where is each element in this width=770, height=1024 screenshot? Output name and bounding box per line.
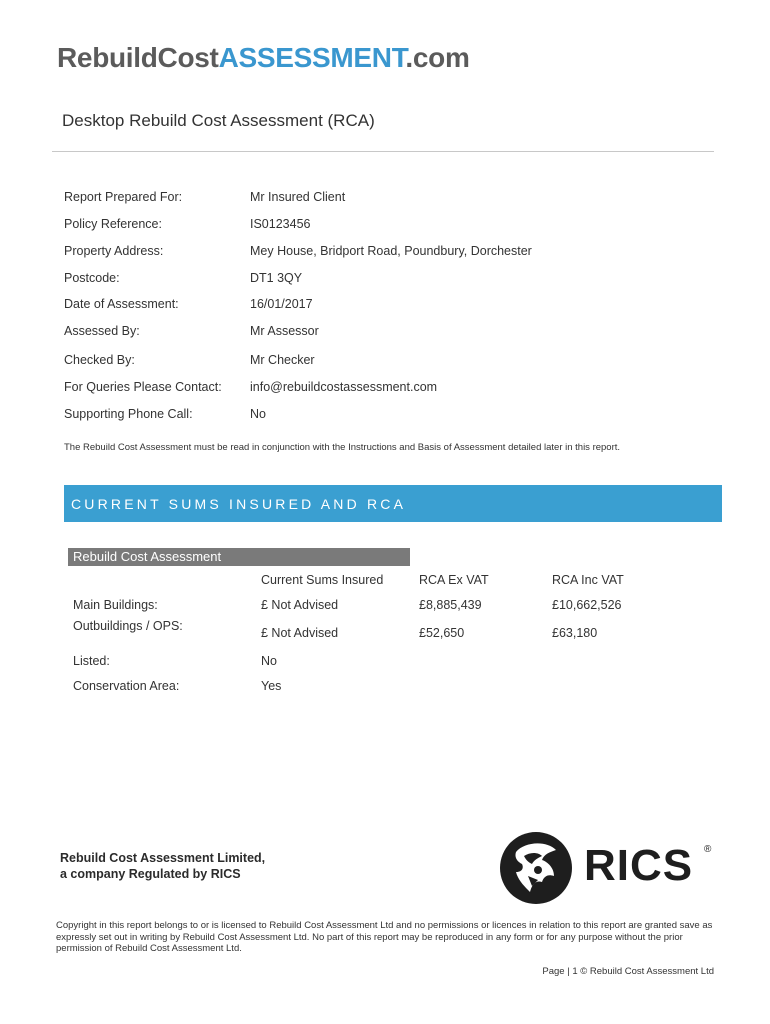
section-banner-title: CURRENT SUMS INSURED AND RCA [71,496,407,512]
detail-value: DT1 3QY [250,271,303,285]
detail-label: Policy Reference: [64,217,162,231]
site-logo [57,42,470,74]
detail-label: Postcode: [64,271,120,285]
value-conservation-area: Yes [261,679,282,693]
column-header-rca-inc-vat: RCA Inc VAT [552,573,624,587]
detail-label: Supporting Phone Call: [64,407,193,421]
detail-value: Mey House, Bridport Road, Poundbury, Dorchester [250,244,532,258]
detail-label: Checked By: [64,353,135,367]
read-in-conjunction-note: The Rebuild Cost Assessment must be read in conjunction with the Instructions and Basis of Assessment detailed later in this report. [64,442,621,453]
row-label-outbuildings: Outbuildings / OPS: [73,619,183,633]
logo-part-dotcom: .com [405,42,470,73]
column-header-rca-ex-vat: RCA Ex VAT [419,573,489,587]
rca-table-heading [68,548,410,566]
detail-value: Mr Insured Client [250,190,346,204]
registered-mark: ® [704,844,712,855]
main-buildings-ex-vat: £8,885,439 [419,598,482,612]
rics-logo [498,830,718,906]
value-listed: No [261,654,277,668]
label-listed: Listed: [73,654,110,668]
main-buildings-inc-vat: £10,662,526 [552,598,622,612]
detail-value: IS0123456 [250,217,311,231]
outbuildings-current: £ Not Advised [261,626,339,640]
detail-value: No [250,407,266,421]
main-buildings-current: £ Not Advised [261,598,339,612]
company-line-1: Rebuild Cost Assessment Limited, [60,851,266,865]
title-divider [52,151,714,152]
detail-label: For Queries Please Contact: [64,380,222,394]
contact-email-link[interactable]: info@rebuildcostassessment.com [250,380,438,394]
rca-table-heading-text: Rebuild Cost Assessment [73,549,222,564]
detail-value: 16/01/2017 [250,297,313,311]
label-conservation-area: Conservation Area: [73,679,180,693]
detail-label: Property Address: [64,244,164,258]
logo-part-assessment: ASSESSMENT [218,42,406,73]
company-line-2: a company Regulated by RICS [60,867,241,881]
detail-label: Date of Assessment: [64,297,179,311]
logo-part-rebuildcost: RebuildCost [57,42,219,73]
outbuildings-ex-vat: £52,650 [419,626,465,640]
outbuildings-inc-vat: £63,180 [552,626,598,640]
page-footer: Page | 1 © Rebuild Cost Assessment Ltd [542,966,714,977]
detail-label: Report Prepared For: [64,190,183,204]
column-header-current-sums: Current Sums Insured [261,573,384,587]
section-banner [64,485,722,522]
detail-value: Mr Assessor [250,324,319,338]
detail-value: Mr Checker [250,353,315,367]
row-label-main-buildings: Main Buildings: [73,598,158,612]
document-title: Desktop Rebuild Cost Assessment (RCA) [62,111,375,130]
rics-logo-text: RICS [584,841,694,890]
company-statement [60,850,265,882]
copyright-notice: Copyright in this report belongs to or is licensed to Rebuild Cost Assessment Ltd and no permissions or licences in relation to this report are granted save as expressly set out in writing by Rebuild Cost Assessment Ltd. No part of this report may be reproduced in any form or for any purpose without the prior permission of Rebuild Cost Assessment Ltd. [56,920,713,954]
detail-label: Assessed By: [64,324,140,338]
